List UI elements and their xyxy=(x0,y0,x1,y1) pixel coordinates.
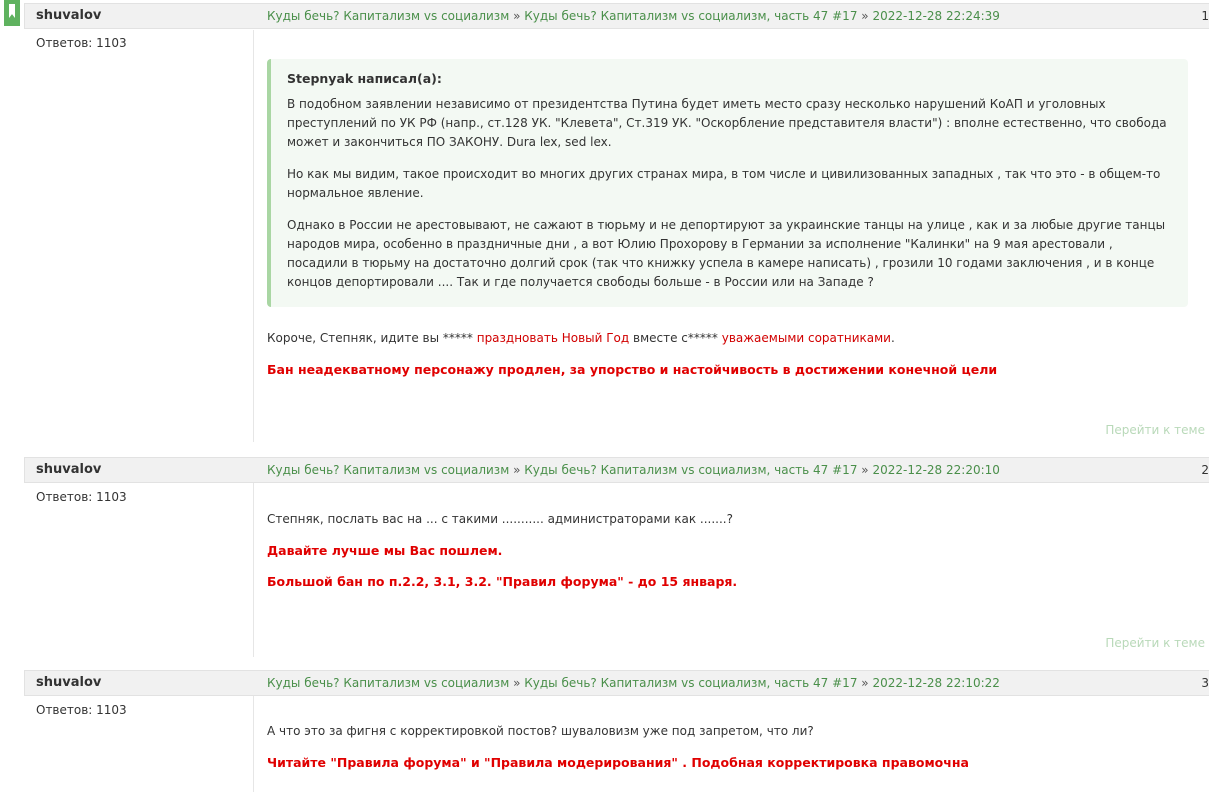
post-header xyxy=(24,3,1209,29)
post-text: А что это за фигня с корректировкой постов? шуваловизм уже под запретом, что ли? xyxy=(267,724,814,738)
thread-link[interactable]: Куды бечь? Капитализм vs социализм, часть 47 #17 xyxy=(524,463,858,477)
moderator-note: Бан неадекватному персонажу продлен, за упорство и настойчивость в достижении конечной цели xyxy=(267,362,998,377)
post-number: 1 xyxy=(1201,9,1209,23)
post-number: 3 xyxy=(1201,676,1209,690)
thread-link[interactable]: Куды бечь? Капитализм vs социализм, часть 47 #17 xyxy=(524,9,858,23)
post-author[interactable]: shuvalov xyxy=(36,675,102,690)
forum-link[interactable]: Куды бечь? Капитализм vs социализм xyxy=(267,463,510,477)
post-text-part: вместе с***** xyxy=(629,331,722,345)
column-divider xyxy=(253,483,254,657)
thread-link[interactable]: Куды бечь? Капитализм vs социализм, часть 47 #17 xyxy=(524,676,858,690)
breadcrumb-separator: » xyxy=(861,463,869,477)
author-replies-count: Ответов: 1103 xyxy=(36,703,127,717)
post-number: 2 xyxy=(1201,463,1209,477)
quote-paragraph: В подобном заявлении независимо от президентства Путина будет иметь место сразу несколько нарушений КоАП и уголовных преступлений по УК РФ (напр., ст.128 УК. "Клевета", Ст.319 УК. "Оскорбление представителя власти") : вполне естественно, что свобода может и закончиться ПО ЗАКОНУ. Dura lex, sed lex. xyxy=(287,97,1167,149)
column-divider xyxy=(253,696,254,792)
breadcrumb-separator: » xyxy=(513,463,521,477)
red-text-span: уважаемыми соратниками xyxy=(721,331,891,345)
goto-topic-link[interactable]: Перейти к теме xyxy=(1105,636,1205,650)
author-replies-count: Ответов: 1103 xyxy=(36,36,127,50)
red-text-span: праздновать Новый Год xyxy=(476,331,630,345)
breadcrumb-separator: » xyxy=(513,9,521,23)
post-datetime-link[interactable]: 2022-12-28 22:24:39 xyxy=(872,9,1000,23)
post-breadcrumb xyxy=(267,9,1000,23)
post-breadcrumb xyxy=(267,676,1000,690)
breadcrumb-separator: » xyxy=(513,676,521,690)
quote-paragraph: Но как мы видим, такое происходит во многих других странах мира, в том числе и цивилизованных западных , так что это - в общем-то нормальное явление. xyxy=(287,167,1161,200)
post-text xyxy=(267,329,1197,348)
post-breadcrumb xyxy=(267,463,1000,477)
post-author[interactable]: shuvalov xyxy=(36,8,102,23)
post-body xyxy=(267,329,1197,379)
post-datetime-link[interactable]: 2022-12-28 22:20:10 xyxy=(872,463,1000,477)
quote-paragraph: Однако в России не арестовывают, не сажают в тюрьму и не депортируют за украинские танцы на улице , как и за любые другие танцы народов мира, особенно в праздничные дни , а вот Юлию Прохорову в Германии за исполнение "Калинки" на 9 мая арестовали , посадили в тюрьму на достаточно долгий срок (так что книжку успела в камере написать) , грозили 10 годами заключения , и в конце концов депортировали .... Так и где получается свободы больше - в России или на Западе ? xyxy=(287,218,1166,289)
forum-link[interactable]: Куды бечь? Капитализм vs социализм xyxy=(267,676,510,690)
quote-author: Stepnyak написал(а): xyxy=(287,71,442,86)
moderator-note: Давайте лучше мы Вас пошлем. xyxy=(267,543,503,558)
goto-topic-link[interactable]: Перейти к теме xyxy=(1105,423,1205,437)
post-datetime-link[interactable]: 2022-12-28 22:10:22 xyxy=(872,676,1000,690)
moderator-note: Большой бан по п.2.2, 3.1, 3.2. "Правил форума" - до 15 января. xyxy=(267,574,738,589)
forum-link[interactable]: Куды бечь? Капитализм vs социализм xyxy=(267,9,510,23)
bookmark-icon[interactable] xyxy=(4,0,20,26)
post-body xyxy=(267,510,1197,591)
post-text: Степняк, послать вас на ... с такими ........... администраторами как .......? xyxy=(267,512,733,526)
breadcrumb-separator: » xyxy=(861,676,869,690)
post-header xyxy=(24,457,1209,483)
quote-block xyxy=(267,59,1188,307)
author-replies-count: Ответов: 1103 xyxy=(36,490,127,504)
moderator-note: Читайте "Правила форума" и "Правила модерирования" . Подобная корректировка правомочна xyxy=(267,755,969,770)
post-body xyxy=(267,722,1197,772)
column-divider xyxy=(253,30,254,442)
post-text-part: Короче, Степняк, идите вы ***** xyxy=(267,331,477,345)
post-author[interactable]: shuvalov xyxy=(36,462,102,477)
breadcrumb-separator: » xyxy=(861,9,869,23)
post-header xyxy=(24,670,1209,696)
post-text-part: . xyxy=(890,331,895,345)
